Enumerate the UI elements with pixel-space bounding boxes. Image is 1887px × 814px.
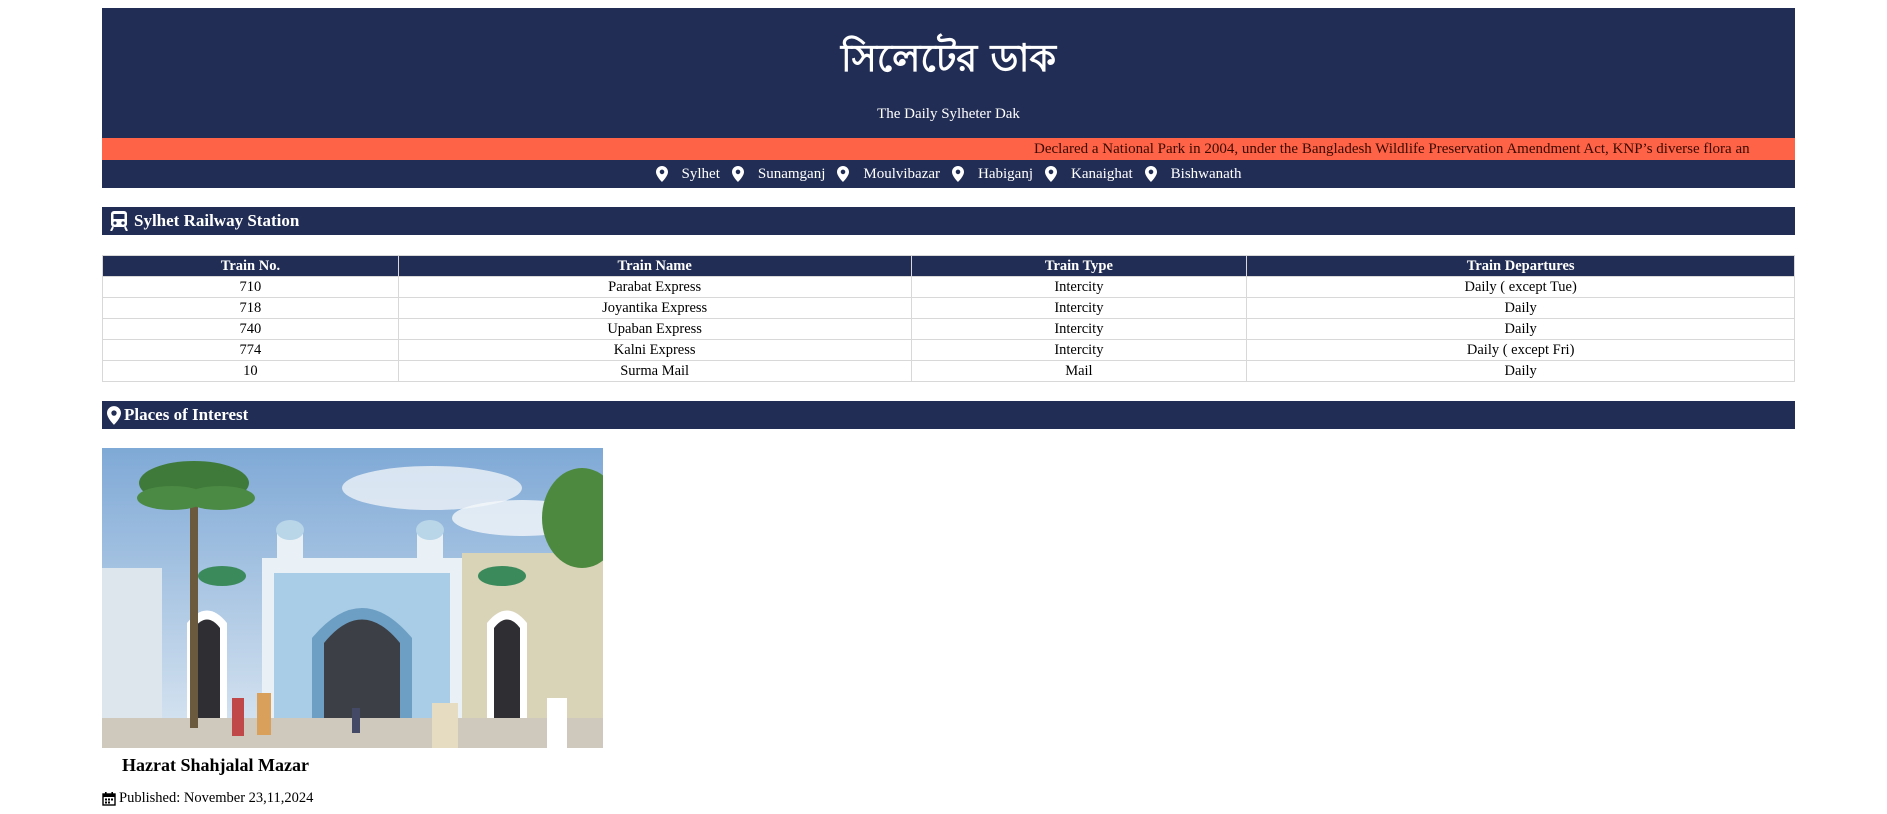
district-link-sunamganj[interactable] [732,166,826,183]
train-name-cell: Kalni Express [398,340,911,361]
map-marker-icon [732,166,744,182]
train-schedule-table [102,255,1795,382]
table-row [103,277,1795,298]
district-nav [102,160,1795,188]
column-header: Train Name [398,256,911,277]
column-header: Train Type [911,256,1247,277]
table-row [103,319,1795,340]
train-type-cell: Intercity [911,319,1247,340]
district-label: Moulvibazar [863,165,941,182]
site-subtitle: The Daily Sylheter Dak [877,106,1020,122]
column-header: Train Departures [1247,256,1795,277]
railway-section-header [102,207,1795,235]
train-departure-cell: Daily [1247,361,1795,382]
published-text: Published: November 23,11,2024 [119,790,314,806]
site-title[interactable]: সিলেটের ডাক [840,36,1057,80]
train-type-cell: Mail [911,361,1247,382]
map-marker-icon [656,166,668,182]
train-no-cell: 10 [103,361,399,382]
district-label: Sunamganj [757,165,826,182]
train-departure-cell: Daily ( except Tue) [1247,277,1795,298]
train-type-cell: Intercity [911,340,1247,361]
train-departure-cell: Daily [1247,298,1795,319]
places-section-header [102,401,1795,429]
map-marker-icon [1045,166,1057,182]
table-row [103,340,1795,361]
train-departure-cell: Daily ( except Fri) [1247,340,1795,361]
train-name-cell: Parabat Express [398,277,911,298]
news-ticker[interactable] [102,138,1795,160]
district-label: Bishwanath [1170,165,1242,182]
railway-heading: Sylhet Railway Station [134,211,300,230]
table-header-row [103,256,1795,277]
train-type-cell: Intercity [911,277,1247,298]
district-label: Sylhet [681,165,720,182]
district-link-bishwanath[interactable] [1145,166,1242,183]
map-marker-icon [952,166,964,182]
district-link-kanaighat[interactable] [1045,166,1133,183]
train-type-cell: Intercity [911,298,1247,319]
train-no-cell: 710 [103,277,399,298]
column-header: Train No. [103,256,399,277]
place-card[interactable] [102,448,603,807]
table-row [103,298,1795,319]
map-marker-icon [837,166,849,182]
map-marker-icon [1145,166,1157,182]
train-icon [110,211,128,231]
train-no-cell: 718 [103,298,399,319]
calendar-icon [102,792,116,806]
district-link-sylhet[interactable] [656,166,720,183]
map-marker-icon [107,406,121,425]
train-name-cell: Upaban Express [398,319,911,340]
district-label: Kanaighat [1071,165,1133,182]
train-departure-cell: Daily [1247,319,1795,340]
place-title[interactable]: Hazrat Shahjalal Mazar [122,755,309,775]
page [102,8,1795,807]
district-label: Habiganj [978,165,1033,182]
district-link-habiganj[interactable] [952,166,1033,183]
published-date [102,790,603,807]
ticker-text: Declared a National Park in 2004, under the Bangladesh Wildlife Preservation Amendment Act, KNP’s diverse flora an [1034,141,1750,157]
masthead [102,8,1795,138]
place-photo[interactable] [102,448,603,748]
train-no-cell: 740 [103,319,399,340]
places-heading: Places of Interest [124,405,249,424]
train-name-cell: Surma Mail [398,361,911,382]
train-no-cell: 774 [103,340,399,361]
train-name-cell: Joyantika Express [398,298,911,319]
table-row [103,361,1795,382]
district-link-moulvibazar[interactable] [837,166,940,183]
